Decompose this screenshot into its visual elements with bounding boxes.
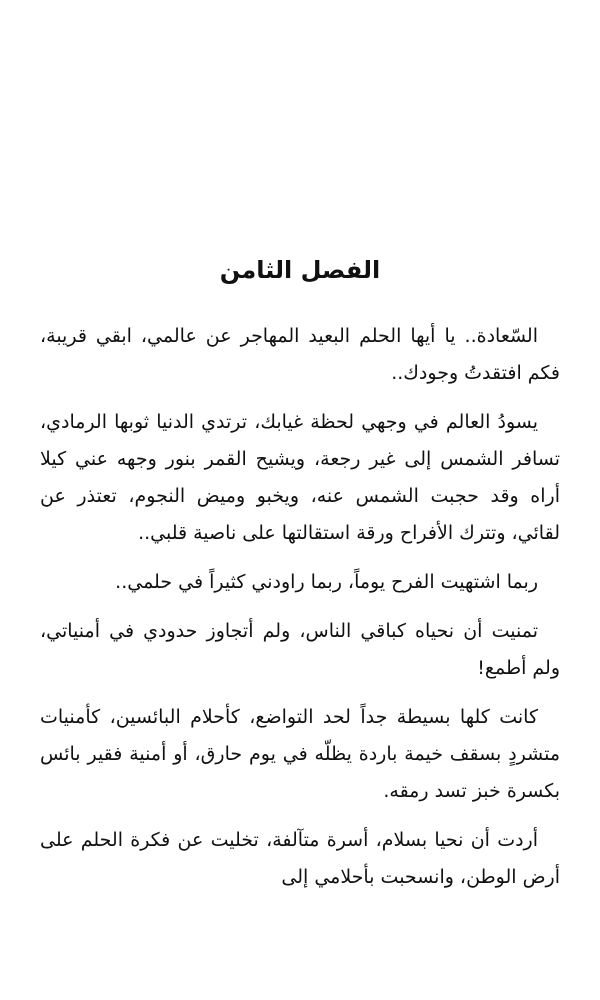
chapter-body (40, 318, 560, 908)
paragraph-2: يسودُ العالم في وجهي لحظة غيابك، ترتدي الدنيا ثوبها الرمادي، تسافر الشمس إلى غير رجعة، ويشيح القمر بنور وجهه عني كيلا أراه وقد حجبت الشمس عنه، ويخبو وميض النجوم، تعتذر عن لقائي، وتترك الأفراح ورقة استقالتها على ناصية قلبي.. (40, 411, 560, 544)
paragraph-5: كانت كلها بسيطة جداً لحد التواضع، كأحلام البائسين، كأمنيات متشردٍ بسقف خيمة باردة يظلّه في يوم حارق، أو أمنية فقير بائس بكسرة خبز تسد رمقه. (40, 706, 560, 802)
paragraph-6: أردت أن نحيا بسلام، أسرة متآلفة، تخليت عن فكرة الحلم على أرض الوطن، وانسحبت بأحلامي إلى (40, 829, 560, 888)
paragraph-1: السّعادة.. يا أيها الحلم البعيد المهاجر عن عالمي، ابقي قريبة، فكم افتقدتُ وجودك.. (40, 325, 560, 384)
chapter-title: الفصل الثامن (219, 256, 381, 284)
paragraph-4: تمنيت أن نحياه كباقي الناس، ولم أتجاوز حدودي في أمنياتي، ولم أطمع! (40, 620, 560, 679)
paragraph-3: ربما اشتهيت الفرح يوماً، ربما راودني كثيراً في حلمي.. (115, 571, 538, 593)
